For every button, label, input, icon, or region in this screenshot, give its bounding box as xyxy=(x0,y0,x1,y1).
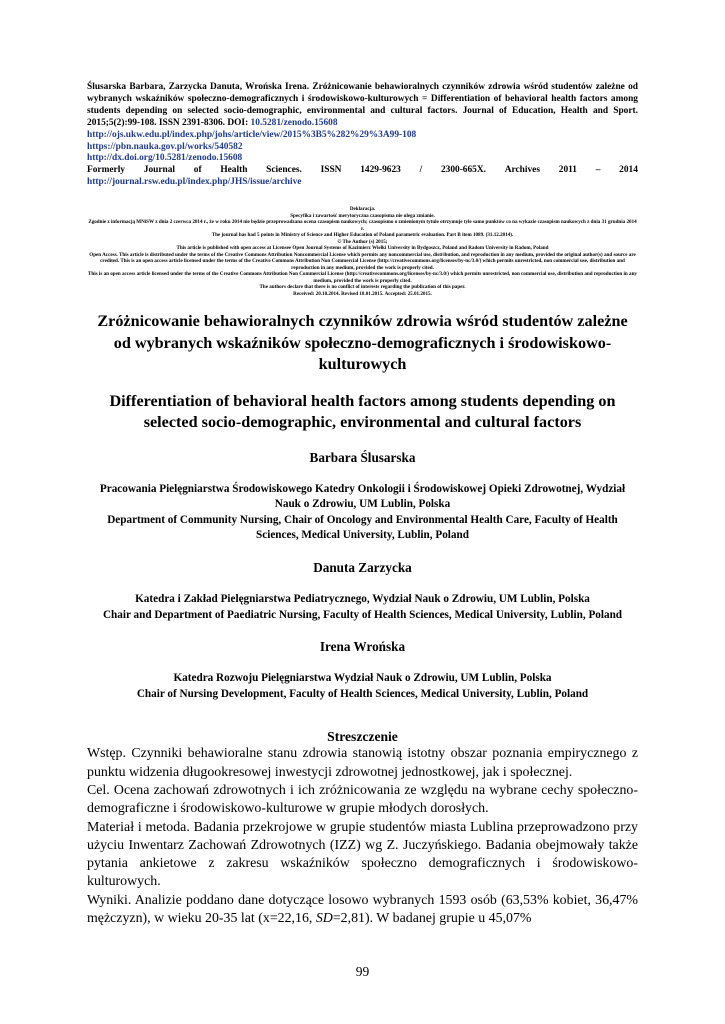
abstract-body xyxy=(87,745,638,928)
affiliation-polish: Katedra Rozwoju Pielęgniarstwa Wydział Nauk o Zdrowiu, UM Lublin, Polska xyxy=(173,672,552,685)
declaration-line: Open Access. This article is distributed under the terms of the Creative Commons Attribution Noncommercial License which permits any noncommercial use, distribution, and reproduction in any medium, provided the original author(s) and source are credited. This is an open access article licensed under the terms of the Creative Commons Attribution Non Commercial License (http://creativecommons.org/licenses/by-nc/3.0/) which permits unrestricted, non commercial use, distribution and reproduction in any medium, provided the work is properly cited. xyxy=(89,251,636,271)
affiliation-polish: Pracowania Pielęgniarstwa Środowiskowego Katedry Onkologii i Środowiskowej Opieki Zdrowotnej, Wydział Nauk o Zdrowiu, UM Lublin, Polska xyxy=(99,482,626,511)
declaration-line: This is an open access article licensed under the terms of the Creative Commons Attribution Non Commercial License (http://creativecommons.org/licenses/by-nc/3.0/) which permits unrestricted, non commercial use, distribution and reproduction in any medium, provided the work is properly cited. xyxy=(88,271,637,284)
declaration-line: © The Author (s) 2015; xyxy=(337,238,388,245)
citation-block xyxy=(87,82,638,189)
abstract-paragraph: Wstęp. Czynniki behawioralne stanu zdrowia stanowią istotny obszar poznania empirycznego z punktu widzenia długookresowej inwestycji zdrowotnej jednostkowej, jak i społecznej. xyxy=(87,746,638,780)
declaration-block xyxy=(87,206,638,297)
formerly-line xyxy=(87,165,638,177)
declaration-line: This article is published with open access at Licensee Open Journal Systems of Kazimierz Wielki University in Bydgoszcz, Poland and Radom University in Radom, Poland xyxy=(176,245,549,252)
declaration-line: Received: 20.10.2014. Revised 18.01.2015. Accepted: 25.01.2015. xyxy=(293,290,432,297)
declaration-line: Deklaracja. xyxy=(349,206,376,213)
author-name: Danuta Zarzycka xyxy=(313,560,412,576)
formerly-word: Archives xyxy=(504,165,540,176)
jhs-archive-link[interactable]: http://journal.rsw.edu.pl/index.php/JHS/issue/archive xyxy=(87,177,302,188)
formerly-word: Sciences. xyxy=(266,165,302,176)
affiliation-english: Chair of Nursing Development, Faculty of Health Sciences, Medical University, Lublin, Poland xyxy=(136,687,589,700)
article-page xyxy=(87,82,638,928)
ojs-article-link[interactable]: http://ojs.ukw.edu.pl/index.php/johs/article/view/2015%3B5%282%29%3A99-108 xyxy=(87,129,417,140)
formerly-word: Health xyxy=(220,165,248,176)
affiliation-polish: Katedra i Zakład Pielęgniarstwa Pediatrycznego, Wydział Nauk o Zdrowiu, UM Lublin, Polska xyxy=(135,593,590,606)
author-name: Barbara Ślusarska xyxy=(309,449,416,465)
declaration-line: Specyfika i zawartość merytoryczna czasopisma nie ulega zmianie. xyxy=(290,212,435,219)
formerly-word: 1429-9623 xyxy=(360,165,401,176)
formerly-word: – xyxy=(595,165,601,176)
page-number: 99 xyxy=(355,964,370,979)
title-polish: Zróżnicowanie behawioralnych czynników zdrowia wśród studentów zależne od wybranych wskaźników społeczno-demograficznych i środowiskowo-kulturowych xyxy=(97,312,628,374)
declaration-line: The authors declare that there is no conflict of interests regarding the publication of this paper. xyxy=(259,284,466,291)
abstract-paragraph: Cel. Ocena zachowań zdrowotnych i ich zróżnicowania ze względu na wybrane cechy społeczno-demograficzne i środowiskowo-kulturowe w grupie młodych dorosłych. xyxy=(87,783,638,817)
formerly-word: Formerly xyxy=(87,165,125,176)
results-text-end: =2,81). W badanej grupie u 45,07% xyxy=(332,911,532,927)
results-text-start: Wyniki. Analizie poddano dane dotyczące losowo wybranych 1593 osób (63,53% kobiet, 36,47% mężczyzn), w wieku 20-35 lat (x=22,16, xyxy=(87,892,638,927)
pbn-works-link[interactable]: https://pbn.nauka.gov.pl/works/540582 xyxy=(87,141,243,152)
declaration-line: Zgodnie z informacją MNiSW z dnia 2 czerwca 2014 r., że w roku 2014 nie będzie przeprowadzana ocena czasopism naukowych; czasopismo o zmienionym tytule otrzymuje tyle samo punktów co na wykazie czasopism naukowych z dnia 31 grudnia 2014 r. xyxy=(88,219,637,232)
formerly-word: of xyxy=(193,165,202,176)
doi-link[interactable]: 10.5281/zenodo.15608 xyxy=(250,117,338,128)
formerly-word: / xyxy=(419,165,423,176)
abstract-paragraph: Materiał i metoda. Badania przekrojowe w grupie studentów miasta Lublina przeprowadzono przy użyciu Inwentarz Zachowań Zdrowotnych (IZZ) wg Z. Juczyńskiego. Badania obejmowały także pytania ankietowe z zakresu wskaźników społeczno demograficznych i środowiskowo-kulturowych. xyxy=(87,819,638,890)
dx-doi-link[interactable]: http://dx.doi.org/10.5281/zenodo.15608 xyxy=(87,153,243,164)
formerly-word: ISSN xyxy=(320,165,342,176)
formerly-word: 2300-665X. xyxy=(440,165,486,176)
declaration-line: The journal has had 5 points in Ministry of Science and Higher Education of Poland parametric evaluation. Part B item 1089. (31.12.2014). xyxy=(211,232,514,239)
formerly-word: 2014 xyxy=(619,165,638,176)
citation-text: Ślusarska Barbara, Zarzycka Danuta, Wrońska Irena. Zróżnicowanie behawioralnych czynników zdrowia wśród studentów zależne od wybranych wskaźników społeczno-demograficznych i środowiskowo-kulturowych = Differentiation of behavioral health factors among students depending on selected socio-demographic, environmental and cultural factors. Journal of Education, Health and Sport. 2015;5(2):99-108. ISSN 2391-8306. DOI: xyxy=(87,82,638,128)
title-english: Differentiation of behavioral health factors among students depending on selected socio-demographic, environmental and cultural factors xyxy=(109,391,616,432)
abstract-paragraph xyxy=(87,892,638,929)
affiliation-english: Department of Community Nursing, Chair of Oncology and Environmental Health Care, Faculty of Health Sciences, Medical University, Lublin, Poland xyxy=(107,513,618,542)
formerly-word: 2011 xyxy=(558,165,577,176)
formerly-word: Journal xyxy=(143,165,176,176)
author-name: Irena Wrońska xyxy=(319,639,406,655)
abstract-heading: Streszczenie xyxy=(327,729,398,745)
sd-symbol: SD xyxy=(315,911,333,927)
affiliation-english: Chair and Department of Paediatric Nursing, Faculty of Health Sciences, Medical University, Lublin, Poland xyxy=(102,608,623,621)
